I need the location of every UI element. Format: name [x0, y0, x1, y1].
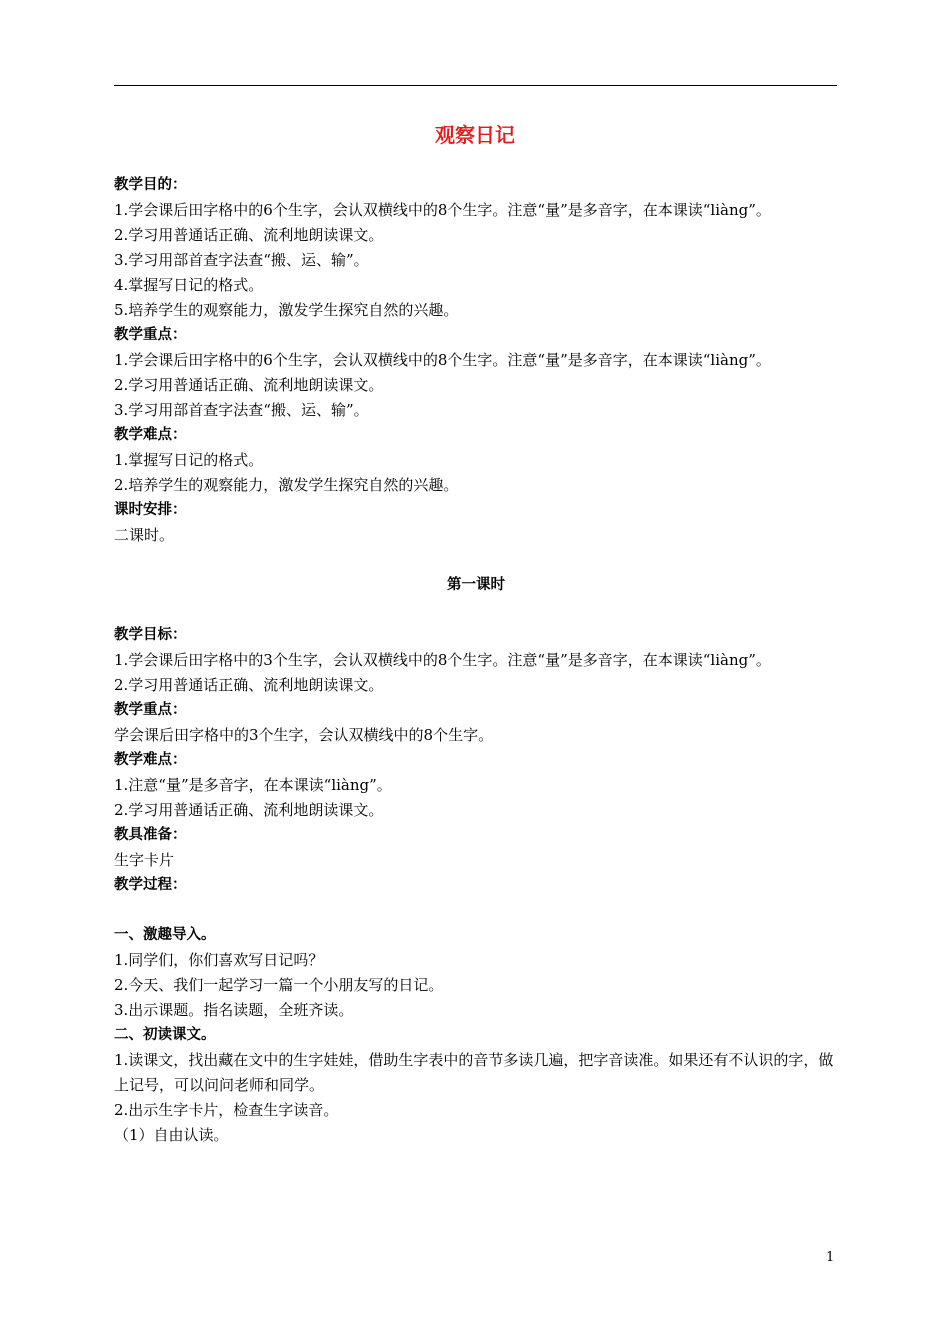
- step1-item: 2.今天、我们一起学习一篇一个小朋友写的日记。: [114, 976, 444, 994]
- lesson-focus-text: 学会课后田字格中的3个生字，会认双横线中的8个生字。: [114, 726, 494, 744]
- spacer: [114, 548, 838, 573]
- spacer: [114, 898, 838, 923]
- aims-item: 2.学习用普通话正确、流利地朗读课文。: [114, 226, 384, 244]
- step1-item: 3.出示课题。指名读题，全班齐读。: [114, 1001, 354, 1019]
- difficulty-heading: 教学难点：: [114, 427, 187, 443]
- goals-item: 2.学习用普通话正确、流利地朗读课文。: [114, 676, 384, 694]
- document-body: [114, 173, 838, 1148]
- aims-item: 1.学会课后田字格中的6个生字，会认双横线中的8个生字。注意“量”是多音字，在本课读“liàng”。: [114, 201, 771, 219]
- difficulty-item: 2.培养学生的观察能力，激发学生探究自然的兴趣。: [114, 476, 459, 494]
- goals-item: 1.学会课后田字格中的3个生字，会认双横线中的8个生字。注意“量”是多音字，在本课读“liàng”。: [114, 651, 771, 669]
- aims-item: 5.培养学生的观察能力，激发学生探究自然的兴趣。: [114, 301, 459, 319]
- tools-text: 生字卡片: [114, 851, 175, 869]
- step2-item: 2.出示生字卡片，检查生字读音。: [114, 1101, 339, 1119]
- tools-heading: 教具准备：: [114, 827, 187, 843]
- difficulty-item: 1.掌握写日记的格式。: [114, 451, 264, 469]
- aims-heading: 教学目的：: [114, 177, 187, 193]
- aims-item: 4.掌握写日记的格式。: [114, 276, 264, 294]
- process-heading: 教学过程：: [114, 877, 187, 893]
- focus-item: 2.学习用普通话正确、流利地朗读课文。: [114, 376, 384, 394]
- lesson-difficulty-item: 2.学习用普通话正确、流利地朗读课文。: [114, 801, 384, 819]
- step1-heading: 一、激趣导入。: [114, 927, 216, 943]
- goals-heading: 教学目标：: [114, 627, 187, 643]
- aims-item: 3.学习用部首查字法查“搬、运、输”。: [114, 251, 369, 269]
- lesson-difficulty-item: 1.注意“量”是多音字，在本课读“liàng”。: [114, 776, 392, 794]
- focus-item: 3.学习用部首查字法查“搬、运、输”。: [114, 401, 369, 419]
- spacer: [114, 598, 838, 623]
- lesson-title: 第一课时: [447, 577, 505, 593]
- page-number: 1: [826, 1250, 835, 1265]
- header-rule: [114, 85, 837, 86]
- lesson-difficulty-heading: 教学难点：: [114, 752, 187, 768]
- step2-heading: 二、初读课文。: [114, 1027, 216, 1043]
- schedule-heading: 课时安排：: [114, 502, 187, 518]
- step2-item: （1）自由认读。: [114, 1126, 229, 1144]
- schedule-text: 二课时。: [114, 526, 175, 544]
- step1-item: 1.同学们，你们喜欢写日记吗？: [114, 951, 324, 969]
- lesson-focus-heading: 教学重点：: [114, 702, 187, 718]
- step2-item: 1.读课文，找出藏在文中的生字娃娃，借助生字表中的音节多读几遍，把字音读准。如果还有不认识的字，做上记号，可以问问老师和同学。: [114, 1051, 834, 1094]
- focus-item: 1.学会课后田字格中的6个生字，会认双横线中的8个生字。注意“量”是多音字，在本课读“liàng”。: [114, 351, 771, 369]
- document-title: 观察日记: [435, 123, 515, 147]
- focus-heading: 教学重点：: [114, 327, 187, 343]
